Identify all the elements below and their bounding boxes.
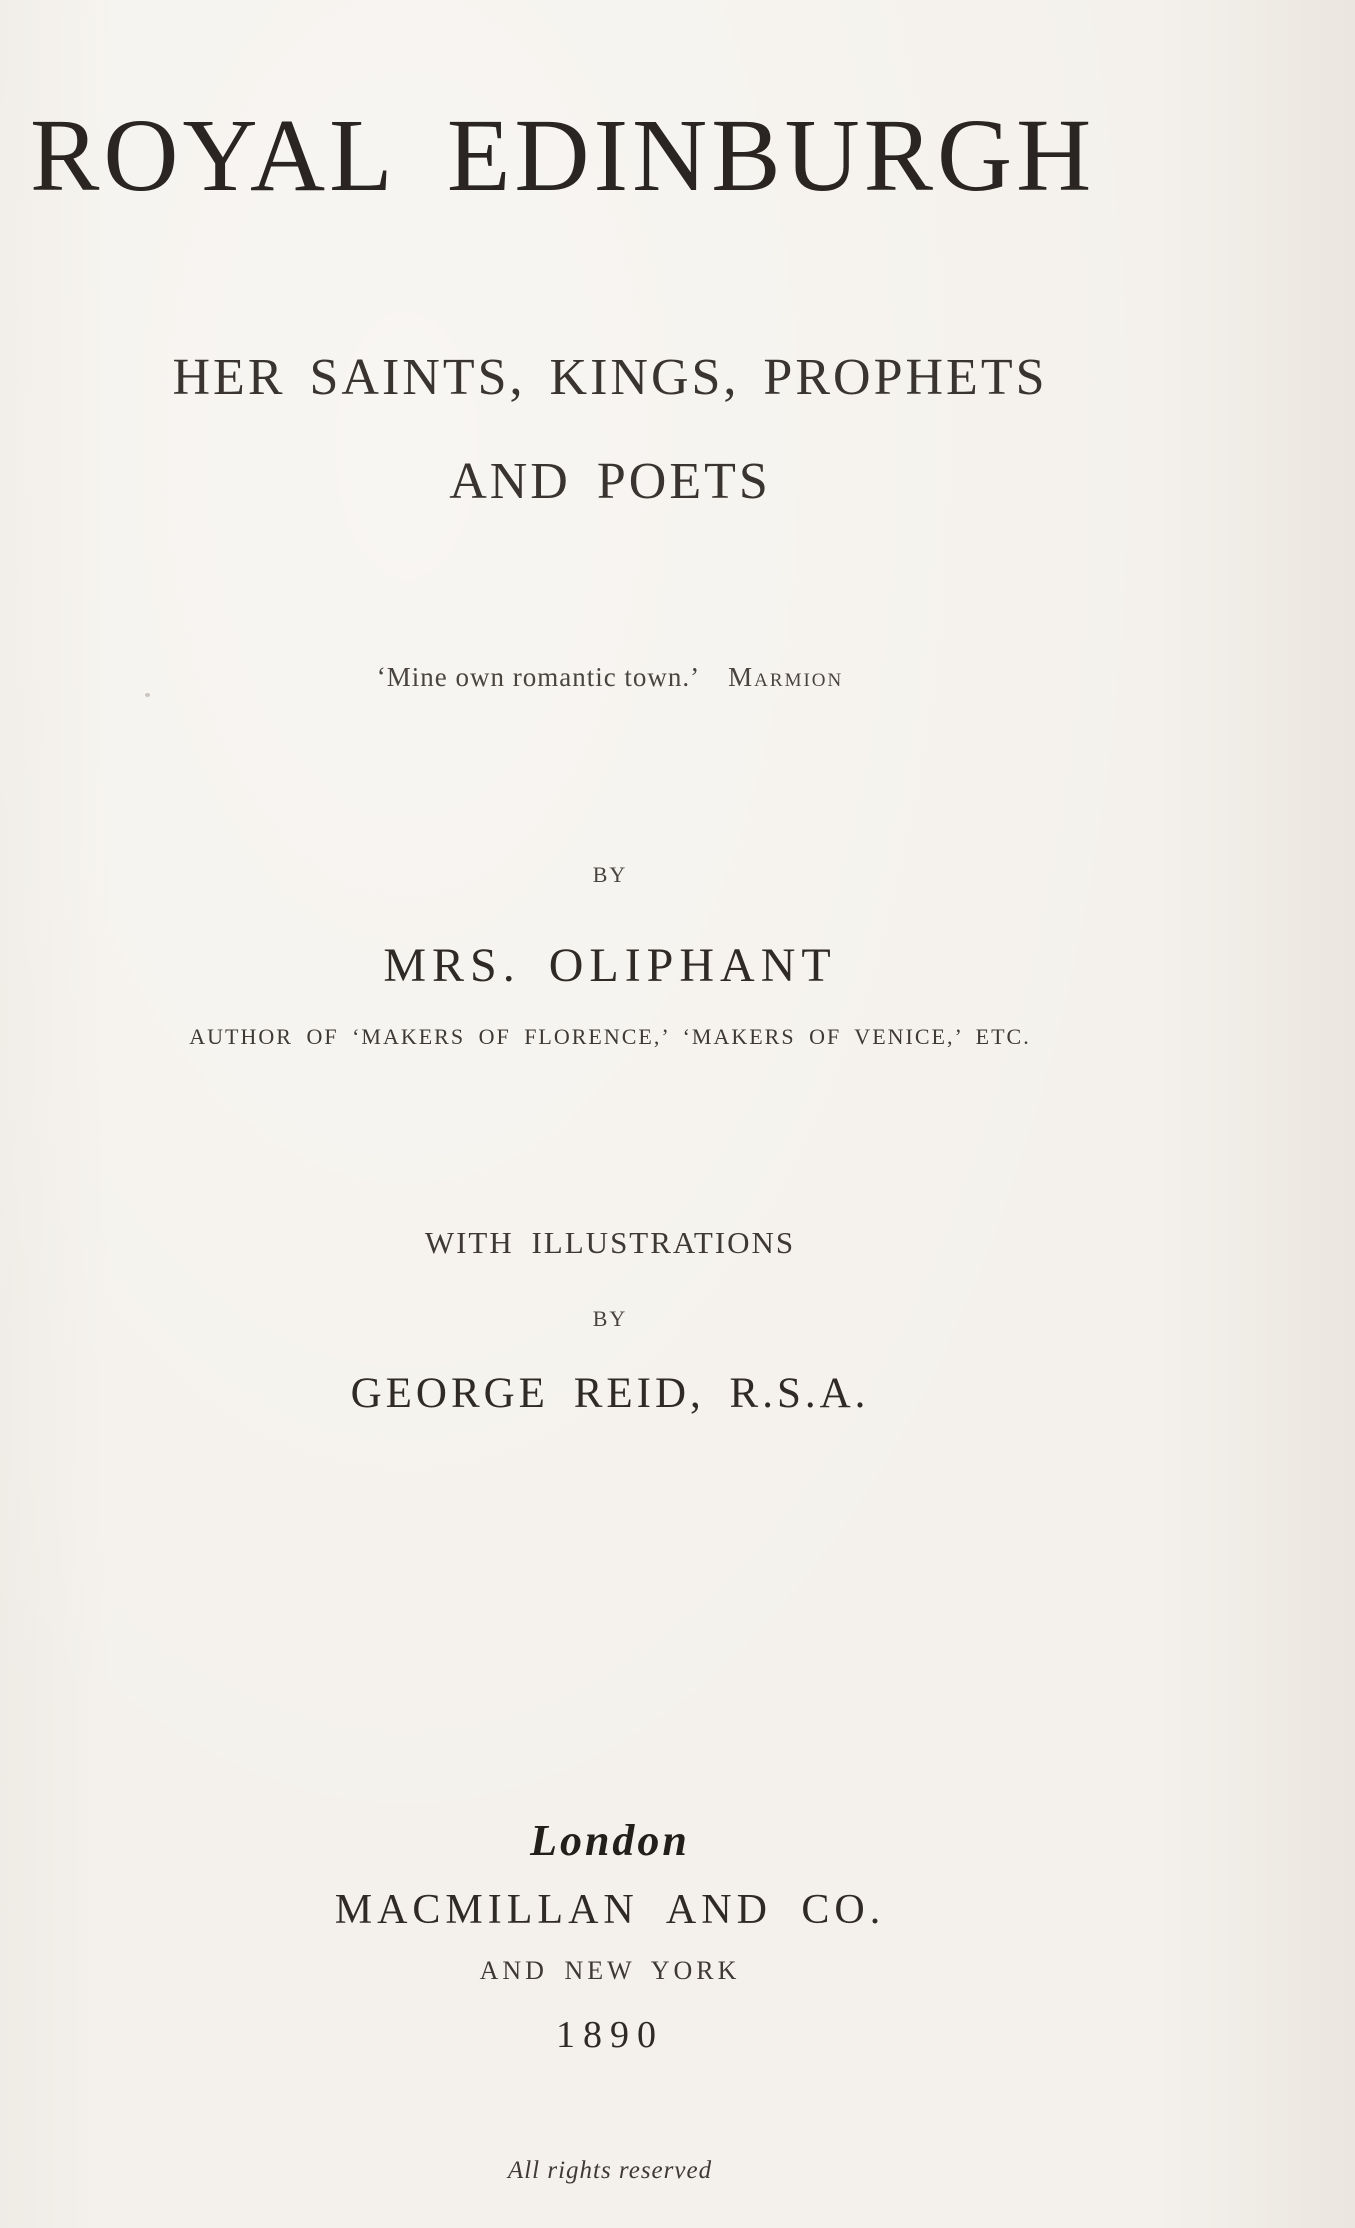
imprint-extra: AND NEW YORK [479,1956,741,1985]
subtitle-line-2: AND POETS [449,453,771,510]
imprint-publisher: MACMILLAN AND CO. [334,1887,886,1933]
by-label-author: BY [592,862,628,887]
rights-notice: All rights reserved [507,2157,713,2184]
imprint-year: 1890 [556,2014,664,2056]
illustrator-name: GEORGE REID, R.S.A. [350,1370,870,1417]
author-works: AUTHOR OF ‘MAKERS OF FLORENCE,’ ‘MAKERS OF VENICE,’ ETC. [189,1024,1031,1049]
epigraph-quote: ‘Mine own romantic town.’ [376,662,701,692]
illustrations-label: WITH ILLUSTRATIONS [424,1225,796,1260]
author-name: MRS. OLIPHANT [383,939,837,992]
book-title: ROYAL EDINBURGH [30,98,1096,213]
paper-speck [145,693,150,697]
epigraph [0,662,1220,693]
imprint-place: London [530,1816,690,1865]
by-label-illustrator: BY [592,1306,628,1331]
epigraph-source: Marmion [728,662,844,692]
subtitle-line-1: HER SAINTS, KINGS, PROPHETS [172,349,1048,406]
